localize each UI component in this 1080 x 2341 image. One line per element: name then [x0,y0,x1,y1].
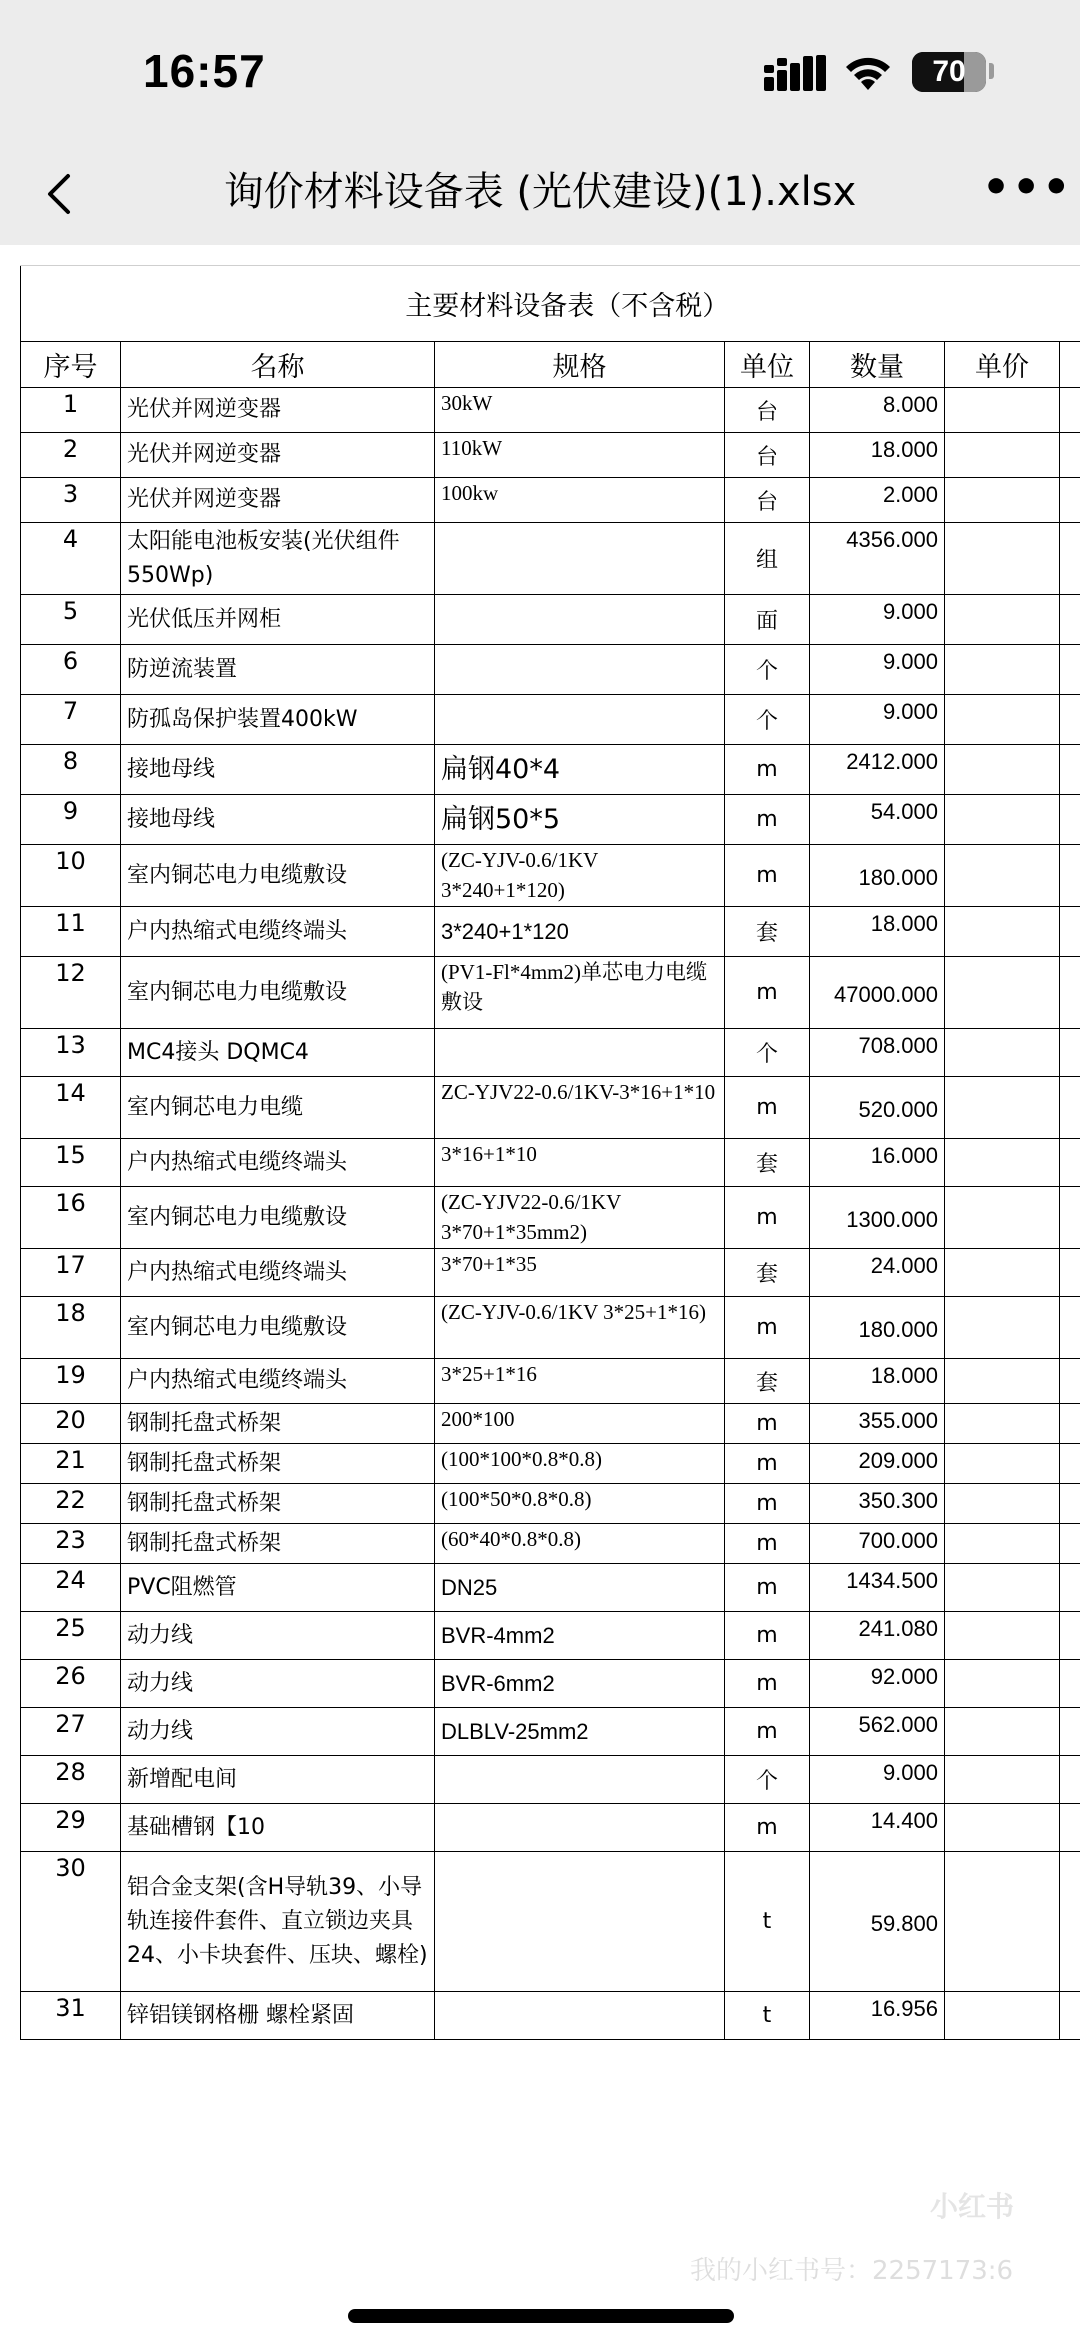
row-unit[interactable]: 台 [725,433,810,478]
table-row [21,1564,1080,1612]
row-price[interactable] [945,845,1060,907]
row-extra[interactable] [1060,1029,1080,1077]
row-unit[interactable]: 套 [725,1359,810,1404]
row-spec[interactable]: (100*100*0.8*0.8) [435,1444,725,1484]
row-extra[interactable] [1060,1297,1080,1359]
row-name[interactable]: 室内铜芯电力电缆敷设 [121,1297,435,1359]
row-unit[interactable]: 台 [725,388,810,433]
battery-icon [912,52,986,92]
row-spec[interactable] [435,1852,725,1992]
row-name[interactable]: 太阳能电池板安装(光伏组件550Wp) [121,523,435,595]
row-price[interactable] [945,388,1060,433]
row-name[interactable]: 动力线 [121,1708,435,1756]
row-price[interactable] [945,1612,1060,1660]
table-row [21,1077,1080,1139]
row-qty[interactable]: 180.000 [810,1297,945,1359]
row-spec[interactable]: 200*100 [435,1404,725,1444]
row-spec[interactable]: BVR-6mm2 [435,1660,725,1708]
row-qty[interactable]: 54.000 [810,795,945,845]
row-qty[interactable]: 92.000 [810,1660,945,1708]
row-extra[interactable] [1060,1852,1080,1992]
row-spec[interactable]: ZC-YJV22-0.6/1KV-3*16+1*10 [435,1077,725,1139]
row-no[interactable]: 24 [21,1564,121,1612]
row-no[interactable]: 13 [21,1029,121,1077]
row-spec[interactable]: 110kW [435,433,725,478]
table-row [21,1139,1080,1187]
row-qty[interactable]: 4356.000 [810,523,945,595]
table-row [21,845,1080,907]
row-qty[interactable]: 241.080 [810,1612,945,1660]
row-spec[interactable]: (60*40*0.8*0.8) [435,1524,725,1564]
header-row [21,342,1080,388]
row-qty[interactable]: 18.000 [810,907,945,957]
row-no[interactable]: 5 [21,595,121,645]
row-name[interactable]: 锌铝镁钢格栅 螺栓紧固 [121,1992,435,2040]
table-row [21,1444,1080,1484]
row-name[interactable]: 室内铜芯电力电缆敷设 [121,1187,435,1249]
row-extra[interactable] [1060,523,1080,595]
row-qty[interactable]: 9.000 [810,1756,945,1804]
row-no[interactable]: 16 [21,1187,121,1249]
row-qty[interactable]: 18.000 [810,433,945,478]
row-name[interactable]: 动力线 [121,1660,435,1708]
row-spec[interactable]: 3*70+1*35 [435,1249,725,1297]
table-row [21,1524,1080,1564]
row-spec[interactable]: 3*240+1*120 [435,907,725,957]
row-unit[interactable]: m [725,795,810,845]
row-name[interactable]: 户内热缩式电缆终端头 [121,1359,435,1404]
row-price[interactable] [945,1992,1060,2040]
header-no[interactable]: 序号 [21,342,121,388]
row-spec[interactable]: DN25 [435,1564,725,1612]
row-extra[interactable] [1060,1187,1080,1249]
cellular-signal-icon [764,55,826,91]
row-name[interactable]: 室内铜芯电力电缆 [121,1077,435,1139]
row-name[interactable]: 户内热缩式电缆终端头 [121,1139,435,1187]
row-unit[interactable]: m [725,1564,810,1612]
row-no[interactable]: 25 [21,1612,121,1660]
status-time: 16:57 [143,45,266,97]
table-row [21,695,1080,745]
row-name[interactable]: 室内铜芯电力电缆敷设 [121,845,435,907]
row-price[interactable] [945,1359,1060,1404]
row-unit[interactable]: 组 [725,523,810,595]
row-spec[interactable] [435,1756,725,1804]
row-name[interactable]: 防孤岛保护装置400kW [121,695,435,745]
row-name[interactable]: 光伏并网逆变器 [121,433,435,478]
row-unit[interactable]: 个 [725,1756,810,1804]
row-unit[interactable]: m [725,845,810,907]
row-price[interactable] [945,1077,1060,1139]
row-unit[interactable]: m [725,1804,810,1852]
row-spec[interactable]: 30kW [435,388,725,433]
row-unit[interactable]: 个 [725,695,810,745]
row-qty[interactable]: 708.000 [810,1029,945,1077]
row-price[interactable] [945,1187,1060,1249]
table-row [21,907,1080,957]
row-spec[interactable]: DLBLV-25mm2 [435,1708,725,1756]
row-no[interactable]: 22 [21,1484,121,1524]
row-qty[interactable]: 2.000 [810,478,945,523]
row-no[interactable]: 17 [21,1249,121,1297]
row-no[interactable]: 2 [21,433,121,478]
row-spec[interactable]: (ZC-YJV22-0.6/1KV 3*70+1*35mm2) [435,1187,725,1249]
wifi-icon [842,52,894,92]
row-price[interactable] [945,695,1060,745]
row-extra[interactable] [1060,1077,1080,1139]
row-no[interactable]: 8 [21,745,121,795]
row-no[interactable]: 12 [21,957,121,1029]
row-name[interactable]: 钢制托盘式桥架 [121,1524,435,1564]
row-name[interactable]: 光伏低压并网柜 [121,595,435,645]
row-name[interactable]: 新增配电间 [121,1756,435,1804]
row-no[interactable]: 6 [21,645,121,695]
row-price[interactable] [945,1756,1060,1804]
row-qty[interactable]: 9.000 [810,645,945,695]
row-extra[interactable] [1060,388,1080,433]
row-extra[interactable] [1060,957,1080,1029]
row-price[interactable] [945,645,1060,695]
row-price[interactable] [945,433,1060,478]
row-no[interactable]: 10 [21,845,121,907]
row-no[interactable]: 1 [21,388,121,433]
header-spec[interactable]: 规格 [435,342,725,388]
row-unit[interactable]: m [725,1444,810,1484]
table-row [21,478,1080,523]
row-spec[interactable]: (100*50*0.8*0.8) [435,1484,725,1524]
table-row [21,1660,1080,1708]
chevron-left-icon[interactable] [40,164,80,224]
row-spec[interactable] [435,595,725,645]
row-price[interactable] [945,957,1060,1029]
row-qty[interactable]: 16.956 [810,1992,945,2040]
table-row [21,1297,1080,1359]
row-price[interactable] [945,1139,1060,1187]
row-name[interactable]: 钢制托盘式桥架 [121,1444,435,1484]
row-price[interactable] [945,595,1060,645]
row-extra[interactable] [1060,433,1080,478]
table-row [21,1992,1080,2040]
table-row [21,1708,1080,1756]
table-row [21,795,1080,845]
row-spec[interactable]: 3*16+1*10 [435,1139,725,1187]
table-row [21,1359,1080,1404]
row-unit[interactable]: t [725,1852,810,1992]
row-extra[interactable] [1060,1756,1080,1804]
row-price[interactable] [945,478,1060,523]
row-extra[interactable] [1060,1660,1080,1708]
row-qty[interactable]: 520.000 [810,1077,945,1139]
row-extra[interactable] [1060,645,1080,695]
row-unit[interactable]: m [725,1524,810,1564]
row-qty[interactable]: 350.300 [810,1484,945,1524]
row-qty[interactable]: 700.000 [810,1524,945,1564]
row-qty[interactable]: 47000.000 [810,957,945,1029]
row-extra[interactable] [1060,1444,1080,1484]
table-row [21,1029,1080,1077]
row-no[interactable]: 28 [21,1756,121,1804]
row-no[interactable]: 4 [21,523,121,595]
row-extra[interactable] [1060,1992,1080,2040]
row-unit[interactable]: 个 [725,645,810,695]
row-qty[interactable]: 9.000 [810,695,945,745]
row-spec[interactable]: (ZC-YJV-0.6/1KV 3*25+1*16) [435,1297,725,1359]
row-no[interactable]: 20 [21,1404,121,1444]
row-spec[interactable] [435,1029,725,1077]
row-name[interactable]: 光伏并网逆变器 [121,478,435,523]
row-name[interactable]: 钢制托盘式桥架 [121,1484,435,1524]
row-name[interactable]: PVC阻燃管 [121,1564,435,1612]
row-price[interactable] [945,1564,1060,1612]
row-name[interactable]: 动力线 [121,1612,435,1660]
row-name[interactable]: 铝合金支架(含H导轨39、小导轨连接件套件、直立锁边夹具24、小卡块套件、压块、螺栓) [121,1852,435,1992]
home-indicator[interactable] [348,2309,734,2323]
row-extra[interactable] [1060,1708,1080,1756]
row-qty[interactable]: 562.000 [810,1708,945,1756]
row-unit[interactable]: m [725,745,810,795]
row-extra[interactable] [1060,478,1080,523]
more-horizontal-icon[interactable]: ••• [982,162,1073,213]
row-extra[interactable] [1060,695,1080,745]
table-caption: 主要材料设备表（不含税） [21,266,1080,342]
row-no[interactable]: 15 [21,1139,121,1187]
row-price[interactable] [945,1484,1060,1524]
table-row [21,1484,1080,1524]
row-spec[interactable] [435,1804,725,1852]
row-spec[interactable] [435,645,725,695]
row-name[interactable]: 户内热缩式电缆终端头 [121,1249,435,1297]
row-price[interactable] [945,1249,1060,1297]
row-unit[interactable]: t [725,1992,810,2040]
row-price[interactable] [945,1804,1060,1852]
table-row [21,1249,1080,1297]
header-name[interactable]: 名称 [121,342,435,388]
row-name[interactable]: 钢制托盘式桥架 [121,1404,435,1444]
row-name[interactable]: 光伏并网逆变器 [121,388,435,433]
row-no[interactable]: 3 [21,478,121,523]
row-extra[interactable] [1060,795,1080,845]
row-name[interactable]: MC4接头 DQMC4 [121,1029,435,1077]
row-qty[interactable]: 59.800 [810,1852,945,1992]
row-price[interactable] [945,1297,1060,1359]
table-row [21,1612,1080,1660]
row-extra[interactable] [1060,595,1080,645]
watermark-text: 我的小红书号：2257173:6 [690,2256,1014,2286]
row-qty[interactable]: 180.000 [810,845,945,907]
row-qty[interactable]: 14.400 [810,1804,945,1852]
row-unit[interactable]: m [725,1484,810,1524]
materials-table [20,265,1080,2040]
row-qty[interactable]: 209.000 [810,1444,945,1484]
table-row [21,388,1080,433]
row-price[interactable] [945,523,1060,595]
table-row [21,433,1080,478]
row-extra[interactable] [1060,1804,1080,1852]
row-spec[interactable] [435,523,725,595]
row-extra[interactable] [1060,1249,1080,1297]
row-qty[interactable]: 355.000 [810,1404,945,1444]
row-spec[interactable]: 扁钢50*5 [435,795,725,845]
row-unit[interactable]: m [725,1708,810,1756]
row-price[interactable] [945,1404,1060,1444]
row-no[interactable]: 26 [21,1660,121,1708]
table-row [21,1404,1080,1444]
row-no[interactable]: 7 [21,695,121,745]
row-price[interactable] [945,1029,1060,1077]
row-extra[interactable] [1060,1404,1080,1444]
status-bar [0,0,1080,140]
row-name[interactable]: 户内热缩式电缆终端头 [121,907,435,957]
row-no[interactable]: 23 [21,1524,121,1564]
row-extra[interactable] [1060,1524,1080,1564]
row-spec[interactable]: (ZC-YJV-0.6/1KV 3*240+1*120) [435,845,725,907]
table-row [21,645,1080,695]
row-qty[interactable]: 2412.000 [810,745,945,795]
row-price[interactable] [945,1708,1060,1756]
row-name[interactable]: 基础槽钢【10 [121,1804,435,1852]
row-no[interactable]: 11 [21,907,121,957]
row-unit[interactable]: m [725,1187,810,1249]
row-spec[interactable]: (PV1-Fl*4mm2)单芯电力电缆敷设 [435,957,725,1029]
row-name[interactable]: 接地母线 [121,795,435,845]
row-qty[interactable]: 1434.500 [810,1564,945,1612]
row-unit[interactable]: 套 [725,1249,810,1297]
row-unit[interactable]: m [725,1612,810,1660]
row-extra[interactable] [1060,1612,1080,1660]
table-row [21,745,1080,795]
row-no[interactable]: 30 [21,1852,121,1992]
row-no[interactable]: 31 [21,1992,121,2040]
row-unit[interactable]: m [725,1404,810,1444]
row-spec[interactable] [435,695,725,745]
row-spec[interactable]: 100kw [435,478,725,523]
row-no[interactable]: 27 [21,1708,121,1756]
battery-level: 70 [932,55,966,88]
table-row [21,957,1080,1029]
row-extra[interactable] [1060,745,1080,795]
row-unit[interactable]: 个 [725,1029,810,1077]
row-price[interactable] [945,907,1060,957]
table-row [21,523,1080,595]
row-price[interactable] [945,1444,1060,1484]
row-price[interactable] [945,1524,1060,1564]
row-qty[interactable]: 1300.000 [810,1187,945,1249]
row-unit[interactable]: 套 [725,1139,810,1187]
row-name[interactable]: 室内铜芯电力电缆敷设 [121,957,435,1029]
header-qty[interactable]: 数量 [810,342,945,388]
header-extra[interactable] [1060,342,1080,388]
table-row [21,1804,1080,1852]
row-qty[interactable]: 9.000 [810,595,945,645]
row-unit[interactable]: m [725,1077,810,1139]
row-no[interactable]: 14 [21,1077,121,1139]
row-extra[interactable] [1060,1359,1080,1404]
row-no[interactable]: 18 [21,1297,121,1359]
row-name[interactable]: 接地母线 [121,745,435,795]
row-price[interactable] [945,795,1060,845]
row-extra[interactable] [1060,907,1080,957]
row-unit[interactable]: m [725,1297,810,1359]
row-spec[interactable]: BVR-4mm2 [435,1612,725,1660]
row-extra[interactable] [1060,845,1080,907]
row-qty[interactable]: 24.000 [810,1249,945,1297]
row-unit[interactable]: 台 [725,478,810,523]
row-spec[interactable]: 3*25+1*16 [435,1359,725,1404]
battery-cap [989,63,994,79]
watermark-logo: 小红书 [930,2190,1015,2223]
row-no[interactable]: 9 [21,795,121,845]
table-row [21,1852,1080,1992]
row-price[interactable] [945,745,1060,795]
table-row [21,1756,1080,1804]
spreadsheet[interactable] [20,265,1080,2040]
row-qty[interactable]: 16.000 [810,1139,945,1187]
row-unit[interactable]: m [725,1660,810,1708]
row-extra[interactable] [1060,1484,1080,1524]
row-unit[interactable]: 面 [725,595,810,645]
row-unit[interactable]: m [725,957,810,1029]
row-extra[interactable] [1060,1564,1080,1612]
row-spec[interactable]: 扁钢40*4 [435,745,725,795]
table-row [21,1187,1080,1249]
row-qty[interactable]: 18.000 [810,1359,945,1404]
table-row [21,595,1080,645]
row-price[interactable] [945,1852,1060,1992]
row-extra[interactable] [1060,1139,1080,1187]
row-qty[interactable]: 8.000 [810,388,945,433]
document-title: 询价材料设备表 (光伏建设)(1).xlsx [223,169,857,215]
row-spec[interactable] [435,1992,725,2040]
nav-bar [0,140,1080,245]
row-name[interactable]: 防逆流装置 [121,645,435,695]
row-no[interactable]: 29 [21,1804,121,1852]
row-no[interactable]: 19 [21,1359,121,1404]
header-unit[interactable]: 单位 [725,342,810,388]
row-no[interactable]: 21 [21,1444,121,1484]
row-price[interactable] [945,1660,1060,1708]
row-unit[interactable]: 套 [725,907,810,957]
header-price[interactable]: 单价 [945,342,1060,388]
